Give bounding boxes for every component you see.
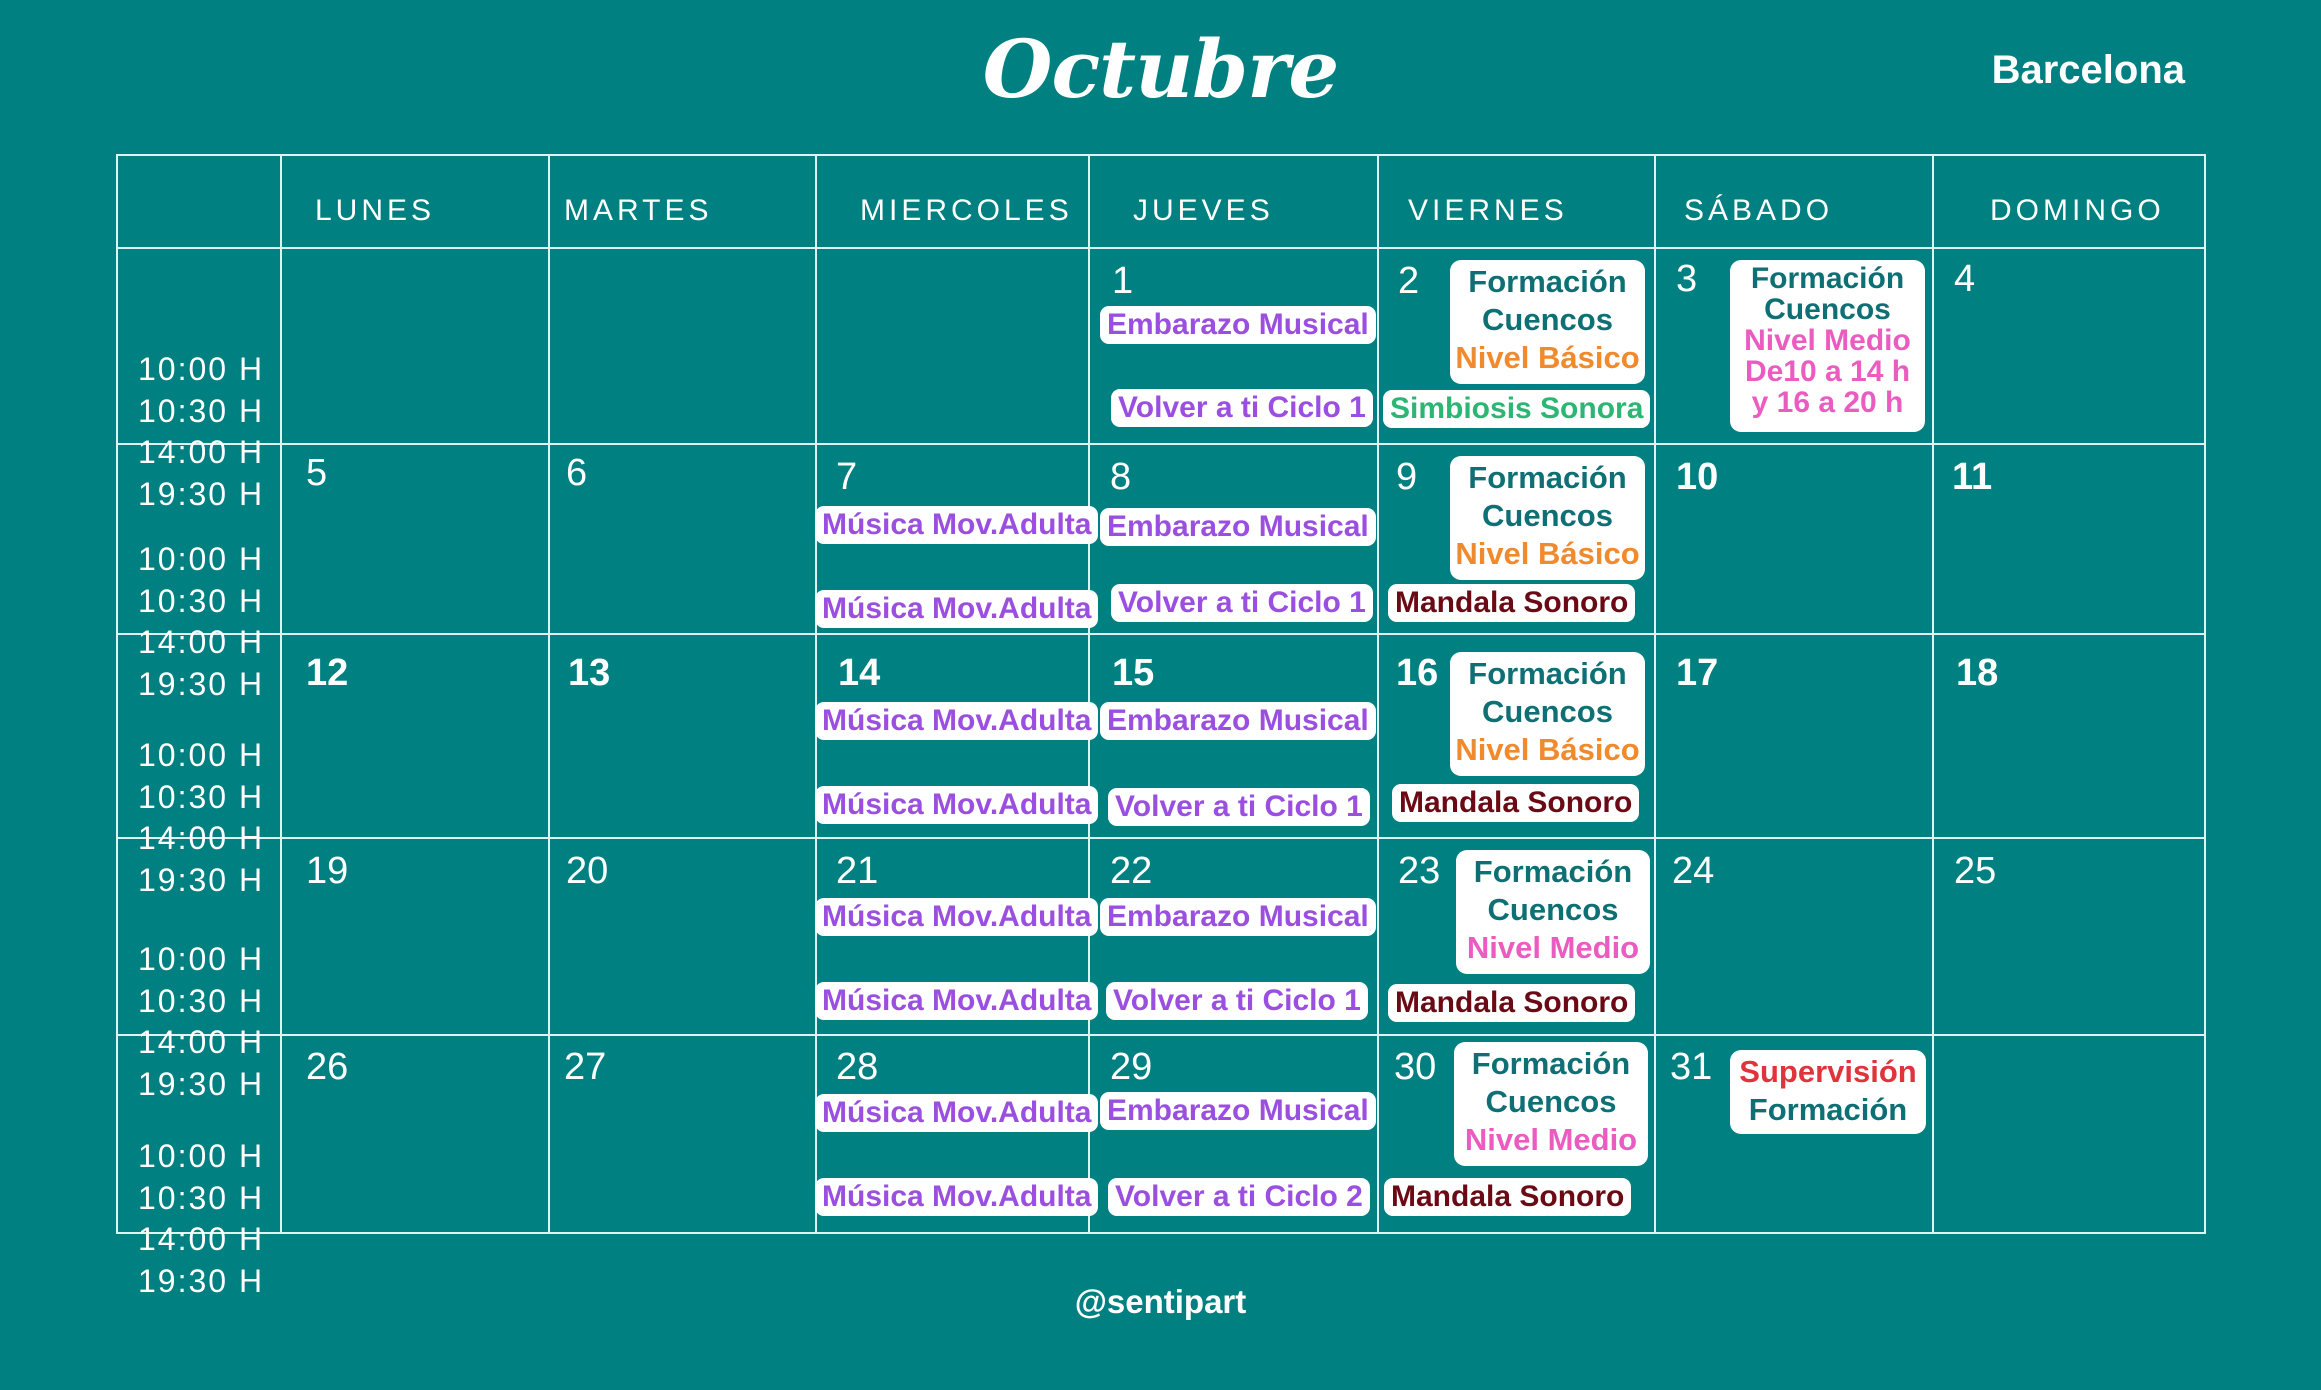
day-number: 22 <box>1110 850 1153 892</box>
event-chip[interactable]: Música Mov.Adulta <box>815 982 1098 1020</box>
event-block[interactable]: Supervisión Formación <box>1730 1050 1926 1134</box>
event-chip[interactable]: Volver a ti Ciclo 1 <box>1111 389 1373 427</box>
time-slot: 19:30 H <box>138 475 265 512</box>
event-chip[interactable]: Volver a ti Ciclo 1 <box>1106 982 1368 1020</box>
day-number: 2 <box>1398 260 1420 302</box>
event-chip[interactable]: Embarazo Musical <box>1100 508 1376 546</box>
day-number: 21 <box>836 850 879 892</box>
day-header-martes: MARTES <box>564 194 713 227</box>
day-number: 4 <box>1954 258 1976 300</box>
day-header-viernes: VIERNES <box>1408 194 1568 227</box>
day-header-sabado: SÁBADO <box>1684 194 1834 227</box>
time-slot: 10:30 H <box>138 778 265 815</box>
time-slot: 10:00 H <box>138 737 265 773</box>
time-slot: 14:00 H <box>138 624 265 660</box>
calendar-title: Octubre <box>982 22 1339 116</box>
event-chip[interactable]: Música Mov.Adulta <box>815 786 1098 824</box>
event-block[interactable]: Formación Cuencos Nivel Básico <box>1450 652 1645 776</box>
event-chip[interactable]: Volver a ti Ciclo 1 <box>1111 584 1373 622</box>
event-chip[interactable]: Música Mov.Adulta <box>815 702 1098 740</box>
day-number: 26 <box>306 1046 349 1088</box>
time-slot: 19:30 H <box>138 1262 265 1299</box>
day-number: 24 <box>1672 850 1715 892</box>
time-slot: 19:30 H <box>138 665 265 702</box>
day-number: 19 <box>306 850 349 892</box>
day-number: 28 <box>836 1046 879 1088</box>
day-number: 10 <box>1676 456 1719 498</box>
time-slot: 10:00 H <box>138 351 265 387</box>
event-chip[interactable]: Mandala Sonoro <box>1388 584 1635 622</box>
day-number: 12 <box>306 652 349 694</box>
time-slot: 14:00 H <box>138 1221 265 1257</box>
event-chip[interactable]: Música Mov.Adulta <box>815 1094 1098 1132</box>
time-slots <box>138 1053 264 1385</box>
day-number: 5 <box>306 452 328 494</box>
event-chip[interactable]: Embarazo Musical <box>1100 702 1376 740</box>
event-chip[interactable]: Embarazo Musical <box>1100 898 1376 936</box>
day-number: 23 <box>1398 850 1441 892</box>
time-slot: 10:00 H <box>138 1138 265 1174</box>
day-number: 15 <box>1112 652 1155 694</box>
calendar-grid <box>116 154 2206 1299</box>
time-slot: 10:00 H <box>138 541 265 577</box>
footer-handle: @sentipart <box>1074 1283 1247 1320</box>
time-slot: 10:30 H <box>138 982 265 1019</box>
event-chip[interactable]: Volver a ti Ciclo 1 <box>1108 788 1370 826</box>
day-number: 6 <box>566 452 588 494</box>
time-slot: 10:00 H <box>138 941 265 977</box>
event-chip[interactable]: Simbiosis Sonora <box>1383 390 1650 428</box>
day-number: 17 <box>1676 652 1719 694</box>
day-number: 11 <box>1952 456 1993 498</box>
day-number: 18 <box>1956 652 1999 694</box>
event-chip[interactable]: Mandala Sonoro <box>1384 1178 1631 1216</box>
time-slot: 14:00 H <box>138 1024 265 1060</box>
day-number: 3 <box>1676 258 1698 300</box>
day-number: 31 <box>1670 1046 1713 1088</box>
event-block[interactable]: Formación Cuencos Nivel Medio <box>1456 850 1650 974</box>
time-slot: 19:30 H <box>138 861 265 898</box>
day-header-jueves: JUEVES <box>1133 194 1274 227</box>
day-header-miercoles: MIERCOLES <box>860 194 1073 227</box>
day-number: 29 <box>1110 1046 1153 1088</box>
day-number: 9 <box>1396 456 1418 498</box>
event-block[interactable]: Formación Cuencos Nivel Básico <box>1450 456 1645 580</box>
time-slot: 10:30 H <box>138 392 265 429</box>
event-block[interactable]: Formación Cuencos Nivel Medio De10 a 14 h y 16 a 20 h <box>1730 260 1925 432</box>
day-header-domingo: DOMINGO <box>1990 194 2165 227</box>
day-number: 14 <box>838 652 881 694</box>
day-number: 8 <box>1110 456 1132 498</box>
time-slot: 14:00 H <box>138 434 265 470</box>
day-number: 1 <box>1112 260 1134 302</box>
event-chip[interactable]: Música Mov.Adulta <box>815 898 1098 936</box>
time-slot: 10:30 H <box>138 582 265 619</box>
time-slot: 19:30 H <box>138 1065 265 1102</box>
event-block[interactable]: Formación Cuencos Nivel Básico <box>1450 260 1645 384</box>
event-block[interactable]: Formación Cuencos Nivel Medio <box>1454 1042 1648 1166</box>
time-slot: 14:00 H <box>138 820 265 856</box>
event-chip[interactable]: Embarazo Musical <box>1100 1092 1376 1130</box>
event-chip[interactable]: Mandala Sonoro <box>1392 784 1639 822</box>
event-chip[interactable]: Música Mov.Adulta <box>815 1178 1098 1216</box>
event-chip[interactable]: Volver a ti Ciclo 2 <box>1108 1178 1370 1216</box>
day-number: 16 <box>1396 652 1439 694</box>
event-chip[interactable]: Embarazo Musical <box>1100 306 1376 344</box>
event-chip[interactable]: Música Mov.Adulta <box>815 590 1098 628</box>
day-header-lunes: LUNES <box>315 194 436 227</box>
city-label: Barcelona <box>1991 48 2185 92</box>
event-chip[interactable]: Mandala Sonoro <box>1388 984 1635 1022</box>
day-number: 30 <box>1394 1046 1437 1088</box>
event-chip[interactable]: Música Mov.Adulta <box>815 506 1098 544</box>
day-number: 13 <box>568 652 611 694</box>
day-number: 7 <box>836 456 858 498</box>
day-number: 20 <box>566 850 609 892</box>
day-number: 25 <box>1954 850 1997 892</box>
time-slot: 10:30 H <box>138 1179 265 1216</box>
day-number: 27 <box>564 1046 607 1088</box>
